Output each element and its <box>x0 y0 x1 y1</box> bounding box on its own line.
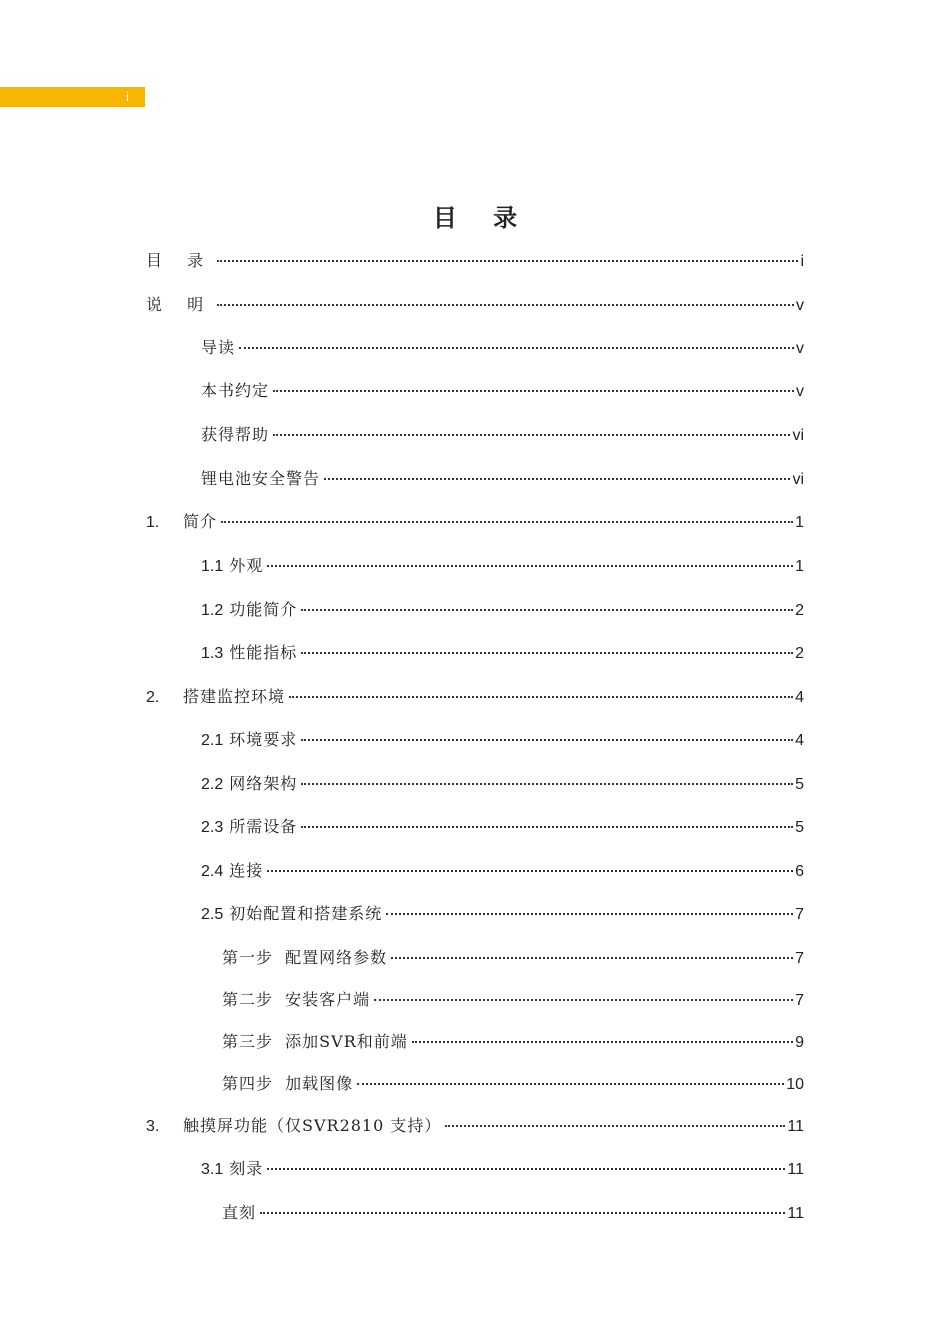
toc-entry-label: 网络架构 <box>229 774 298 793</box>
toc-entry-number: 2. <box>146 689 160 706</box>
toc-leader-dots <box>267 1168 785 1170</box>
toc-entry-label: 目 录 <box>146 251 214 270</box>
toc-entry[interactable] <box>146 250 804 272</box>
page-number: i <box>126 89 129 104</box>
toc-entry-number: 1. <box>146 514 160 531</box>
toc-entry-page: vi <box>792 471 804 488</box>
toc-entry[interactable] <box>222 947 804 969</box>
toc-title: 目 录 <box>432 204 532 232</box>
toc-entry-label: 锂电池安全警告 <box>201 469 321 488</box>
toc-entry-page: 11 <box>787 1205 804 1222</box>
toc-entry-page: 9 <box>795 1034 804 1051</box>
toc-leader-dots <box>301 826 793 828</box>
toc-entry-label: 搭建监控环境 <box>183 687 286 706</box>
toc-entry-page: v <box>796 340 804 357</box>
toc-entry-label: 获得帮助 <box>201 425 270 444</box>
toc-leader-dots <box>391 957 793 959</box>
toc-entry-page: 2 <box>795 602 804 619</box>
toc-entry[interactable] <box>201 903 804 925</box>
toc-entry-page: 7 <box>795 906 804 923</box>
toc-entry-number: 1.1 <box>201 558 224 575</box>
toc-entry-page: i <box>800 253 804 270</box>
toc-entry-page: 2 <box>795 645 804 662</box>
toc-entry-page: 11 <box>787 1118 804 1135</box>
toc-entry[interactable] <box>201 860 804 882</box>
toc-entry[interactable] <box>201 424 804 446</box>
toc-entry-number: 2.5 <box>201 906 224 923</box>
toc-entry-label: 所需设备 <box>229 817 298 836</box>
toc-entry[interactable] <box>201 773 804 795</box>
toc-entry-label: 说 明 <box>146 295 214 314</box>
toc-leader-dots <box>260 1212 785 1214</box>
toc-entry[interactable] <box>201 1158 804 1180</box>
toc-entry-label: 第二步 安装客户端 <box>222 990 371 1009</box>
toc-leader-dots <box>324 478 790 480</box>
toc-entry[interactable] <box>146 294 804 316</box>
toc-entry-page: 11 <box>787 1161 804 1178</box>
toc-leader-dots <box>412 1041 793 1043</box>
toc-leader-dots <box>445 1125 785 1127</box>
toc-entry-label: 直刻 <box>222 1203 257 1222</box>
toc-entry-number: 1.3 <box>201 645 224 662</box>
toc-leader-dots <box>217 260 798 262</box>
toc-leader-dots <box>386 913 793 915</box>
toc-entry-number: 1.2 <box>201 602 224 619</box>
toc-entry-label: 第四步 加载图像 <box>222 1074 354 1093</box>
toc-entry-number: 2.4 <box>201 863 224 880</box>
toc-leader-dots <box>267 565 793 567</box>
toc-leader-dots <box>221 521 793 523</box>
toc-leader-dots <box>273 390 794 392</box>
toc-entry-page: 7 <box>795 992 804 1009</box>
toc-entry[interactable] <box>146 686 804 708</box>
toc-entry-page: 4 <box>795 689 804 706</box>
toc-entry[interactable] <box>201 337 804 359</box>
toc-entry-page: vi <box>792 427 804 444</box>
toc-entry-number: 3. <box>146 1118 160 1135</box>
toc-leader-dots <box>239 347 794 349</box>
toc-entry[interactable] <box>222 1031 804 1053</box>
toc-entry-page: 5 <box>795 819 804 836</box>
toc-entry-label: 性能指标 <box>229 643 298 662</box>
toc-entry-page: 4 <box>795 732 804 749</box>
toc-entry-label: 简介 <box>183 512 218 531</box>
toc-entry-page: 1 <box>795 558 804 575</box>
toc-entry-label: 本书约定 <box>201 381 270 400</box>
toc-entry-page: 10 <box>786 1076 804 1093</box>
toc-entry[interactable] <box>201 729 804 751</box>
page-number-tab <box>0 87 145 107</box>
toc-entry-label: 功能简介 <box>229 600 298 619</box>
toc-leader-dots <box>289 696 793 698</box>
toc-entry-page: 5 <box>795 776 804 793</box>
toc-leader-dots <box>217 304 794 306</box>
toc-entry-label: 第一步 配置网络参数 <box>222 948 388 967</box>
toc-entry-page: 7 <box>795 950 804 967</box>
toc-entry[interactable] <box>201 816 804 838</box>
toc-leader-dots <box>267 870 793 872</box>
toc-entry[interactable] <box>146 511 804 533</box>
toc-entry-number: 2.1 <box>201 732 224 749</box>
toc-entry[interactable] <box>222 1202 804 1224</box>
toc-entry-page: 6 <box>795 863 804 880</box>
toc-entry-label: 初始配置和搭建系统 <box>229 904 383 923</box>
toc-entry[interactable] <box>201 468 804 490</box>
toc-entry[interactable] <box>201 380 804 402</box>
toc-leader-dots <box>357 1083 784 1085</box>
toc-entry-number: 2.2 <box>201 776 224 793</box>
toc-entry-label: 第三步 添加SVR和前端 <box>222 1032 408 1051</box>
toc-entry-label: 连接 <box>229 861 264 880</box>
toc-leader-dots <box>374 999 793 1001</box>
toc-entry-page: 1 <box>795 514 804 531</box>
toc-entry-label: 环境要求 <box>229 730 298 749</box>
toc-entry-label: 触摸屏功能（仅SVR2810 支持） <box>183 1116 442 1135</box>
toc-entry-label: 刻录 <box>229 1159 264 1178</box>
toc-entry-page: v <box>796 383 804 400</box>
toc-entry[interactable] <box>201 642 804 664</box>
toc-leader-dots <box>301 652 793 654</box>
toc-leader-dots <box>273 434 790 436</box>
toc-leader-dots <box>301 609 793 611</box>
toc-entry-page: v <box>796 297 804 314</box>
toc-entry-number: 2.3 <box>201 819 224 836</box>
toc-entry[interactable] <box>222 989 804 1011</box>
toc-entry[interactable] <box>201 555 804 577</box>
toc-entry[interactable] <box>201 599 804 621</box>
toc-entry-label: 导读 <box>201 338 236 357</box>
toc-leader-dots <box>301 739 793 741</box>
toc-entry-number: 3.1 <box>201 1161 224 1178</box>
toc-entry[interactable] <box>146 1115 804 1137</box>
toc-leader-dots <box>301 783 793 785</box>
toc-entry[interactable] <box>222 1073 804 1095</box>
toc-entry-label: 外观 <box>229 556 264 575</box>
